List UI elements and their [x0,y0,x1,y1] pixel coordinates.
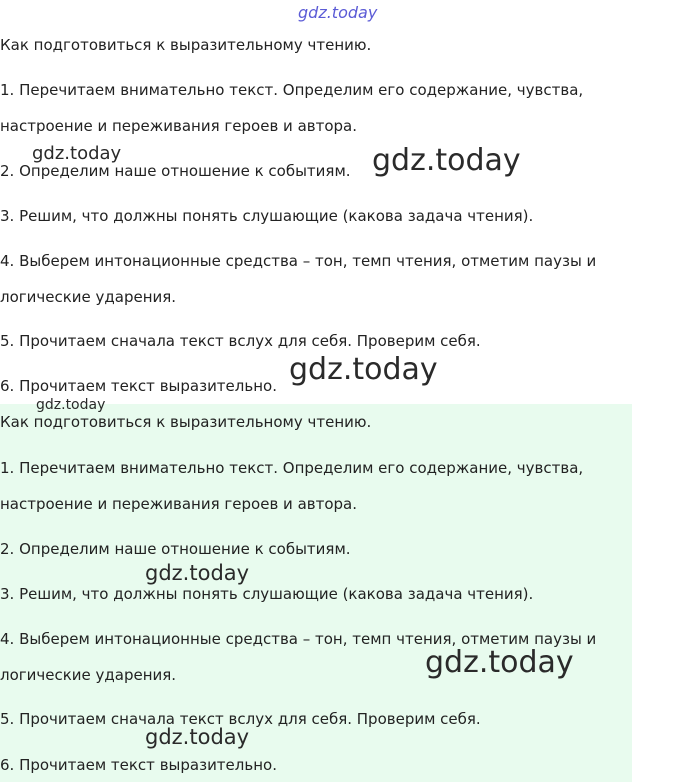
watermark: gdz.today [372,143,521,178]
section-1-title: Как подготовиться к выразительному чтению. [0,36,372,54]
section-1-line: 3. Решим, что должны понять слушающие (какова задача чтения). [0,207,534,225]
section-1-line: 5. Прочитаем сначала текст вслух для себя. Проверим себя. [0,332,481,350]
watermark: gdz.today [36,397,106,413]
watermark-top: gdz.today [298,3,378,22]
watermark: gdz.today [425,645,574,680]
section-1-line: 1. Перечитаем внимательно текст. Определим его содержание, чувства, [0,81,584,99]
section-2-line: логические ударения. [0,666,177,684]
watermark: gdz.today [32,143,122,164]
section-2-line: 5. Прочитаем сначала текст вслух для себя. Проверим себя. [0,710,481,728]
watermark: gdz.today [289,352,438,387]
watermark: gdz.today [145,725,250,749]
section-1-line: настроение и переживания героев и автора. [0,117,357,135]
section-2-title: Как подготовиться к выразительному чтению. [0,413,372,431]
section-2-line: настроение и переживания героев и автора. [0,495,357,513]
section-1-line: 2. Определим наше отношение к событиям. [0,162,351,180]
section-1-line: 6. Прочитаем текст выразительно. [0,377,277,395]
section-2-line: 4. Выберем интонационные средства – тон, темп чтения, отметим паузы и [0,630,597,648]
section-2-line: 1. Перечитаем внимательно текст. Определим его содержание, чувства, [0,459,584,477]
section-2-line: 2. Определим наше отношение к событиям. [0,540,351,558]
section-2-line: 3. Решим, что должны понять слушающие (какова задача чтения). [0,585,534,603]
watermark: gdz.today [145,561,250,585]
section-1-line: 4. Выберем интонационные средства – тон, темп чтения, отметим паузы и [0,252,597,270]
section-2-line: 6. Прочитаем текст выразительно. [0,756,277,774]
section-1-line: логические ударения. [0,288,177,306]
